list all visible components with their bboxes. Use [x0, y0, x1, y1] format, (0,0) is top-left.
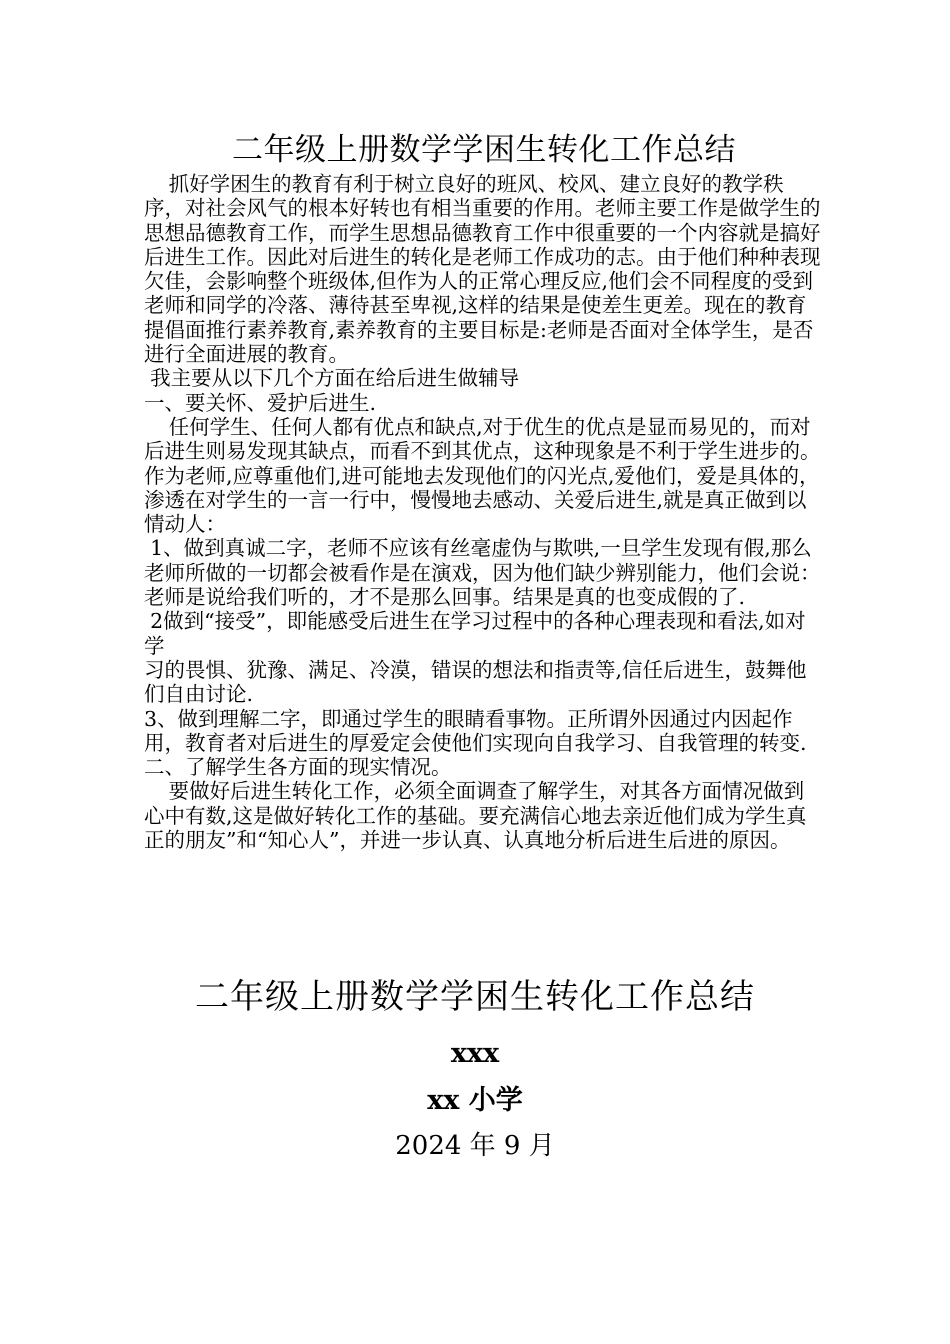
cover-author: xxx [450, 1038, 500, 1069]
section-2-paragraph: 要做好后进生转化工作，必须全面调查了解学生，对其各方面情况做到心中有数,这是做好转化工作的基础。要充满信心地去亲近他们成为学生真正的朋友”和“知心人”，并进一步认真、认真地分析后进生后进的原因。 [144, 779, 807, 853]
cover-title: 二年级上册数学学困生转化工作总结 [195, 977, 755, 1017]
outline-intro: 我主要从以下几个方面在给后进生做辅导 [150, 366, 520, 391]
document-title: 二年级上册数学学困生转化工作总结 [232, 132, 736, 168]
cover-date: 2024 年 9 月 [395, 1131, 555, 1161]
section-heading-2: 二、了解学生各方面的现实情况。 [144, 755, 452, 780]
point-1: 1、做到真诚二字，老师不应该有丝毫虚伪与欺哄,一旦学生发现有假,那么老师所做的一切都会被看作是在演戏，因为他们缺少辨别能力，他们会说：老师是说给我们听的，才不是那么回事。结果是真的也变成假的了. [144, 536, 821, 610]
section-1-paragraph: 任何学生、任何人都有优点和缺点,对于优生的优点是显而易见的，而对后进生则易发现其缺点，而看不到其优点，这种现象是不利于学生进步的。作为老师,应尊重他们,进可能地去发现他们的闪光点,爱他们，爱是具体的，渗透在对学生的一言一行中，慢慢地去感动、关爱后进生,就是真正做到以情动人： [144, 414, 821, 537]
document-body [144, 128, 824, 852]
cover-school: xx 小学 [427, 1085, 523, 1116]
intro-paragraph: 抓好学困生的教育有利于树立良好的班风、校风、建立良好的教学秩序，对社会风气的根本好转也有相当重要的作用。老师主要工作是做学生的思想品德教育工作，而学生思想品德教育工作中很重要的一个内容就是搞好后进生工作。因此对后进生的转化是老师工作成功的志。由于他们种种表现欠佳，会影响整个班级体,但作为人的正常心理反应,他们会不同程度的受到老师和同学的冷落、薄待甚至卑视,这样的结果是使差生更差。现在的教育提倡面推行素养教育,素养教育的主要目标是:老师是否面对全体学生，是否进行全面进展的教育。 [144, 172, 821, 367]
section-heading-1: 一、要关怀、爱护后进生. [144, 390, 377, 415]
point-2-line-1: 2做到“接受”，即能感受后进生在学习过程中的各种心理表现和看法,如对学 [144, 609, 806, 658]
point-2-line-2: 习的畏惧、犹豫、满足、冷漠，错误的想法和指责等,信任后进生，鼓舞他们自由讨论. [144, 657, 807, 707]
point-3: 3、做到理解二字，即通过学生的眼睛看事物。正所谓外因通过内因起作用，教育者对后进生的厚爱定会使他们实现向自我学习、自我管理的转变. [144, 706, 807, 755]
